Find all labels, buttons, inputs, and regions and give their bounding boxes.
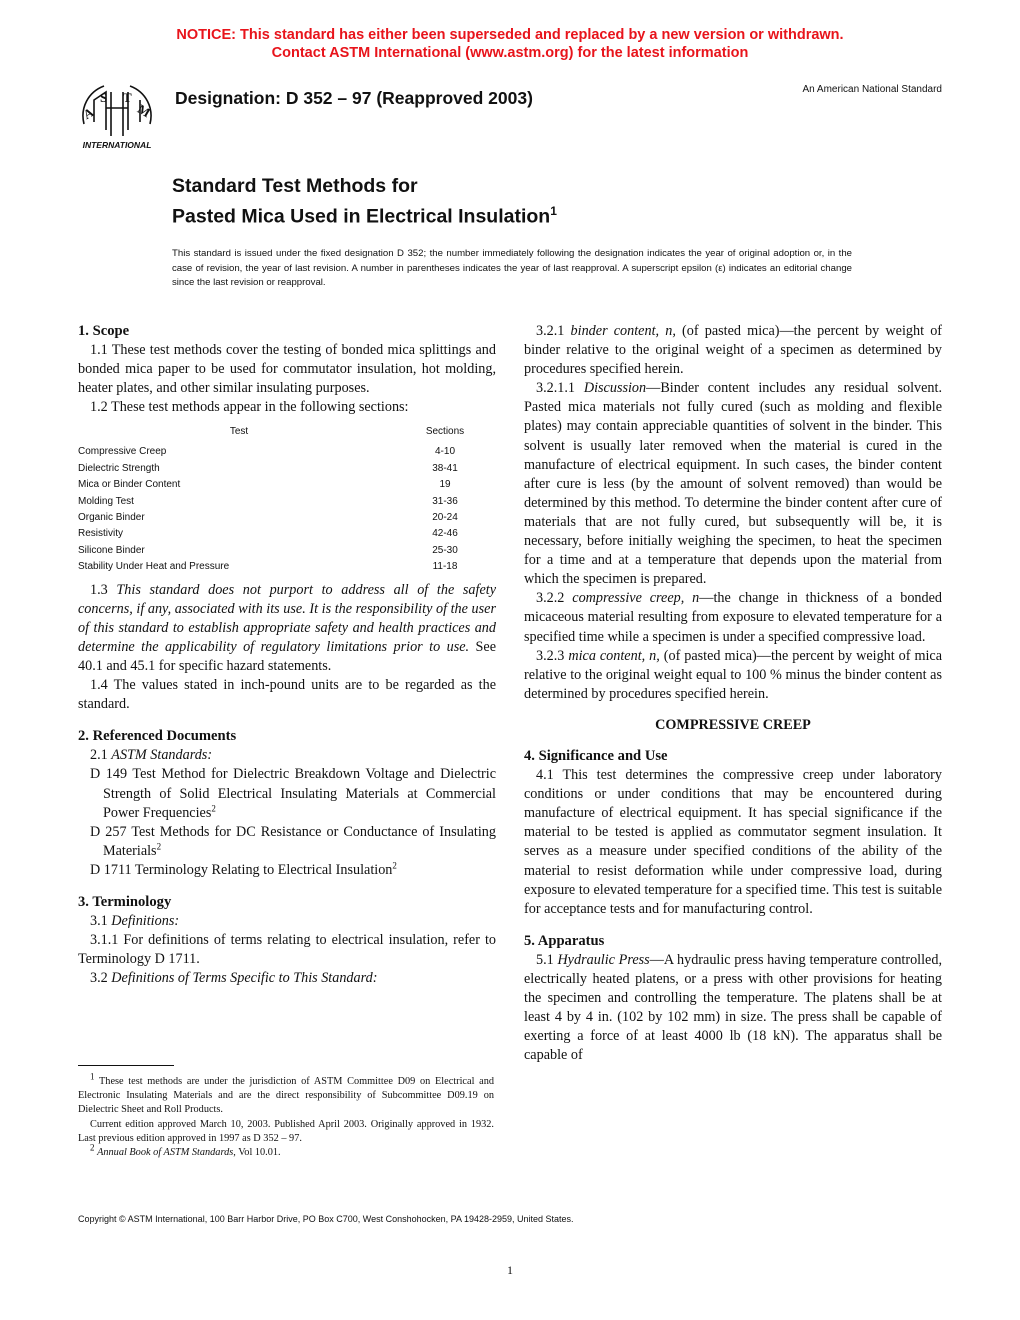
footnote-2: $^2$ Annual Book of ASTM Standards, Vol 10.01. — [90, 1142, 281, 1159]
paragraph-1-2: 1.2 These test methods appear in the following sections: — [90, 399, 409, 416]
paragraph-3-1: 3.1 Definitions: — [90, 913, 180, 930]
paragraph-1-1: 1.1 These test methods cover the testing of bonded mica splittings and bonded mica paper to be used for commutator insulation, hot molding, heater plates, and other similar insulating purposes. — [78, 342, 496, 397]
title-line-1: Standard Test Methods for — [172, 175, 418, 197]
paragraph-3-2: 3.2 Definitions of Terms Specific to This Standard: — [90, 970, 378, 987]
footnote-1: $^1$ These test methods are under the jurisdiction of ASTM Committee D09 on Electrical and Electronic Insulating Materials and are the direct responsibility of Subcommittee D09.19 on Dielectric Sheet and Roll Products. — [78, 1071, 494, 1116]
american-national-standard-label: An American National Standard — [802, 84, 942, 95]
reference-d149: D 149 Test Method for Dielectric Breakdown Voltage and Dielectric Strength of Solid Electrical Insulating Materials at Commercial Power Frequencies$^2$ — [90, 766, 496, 821]
withdrawal-notice — [0, 26, 1020, 62]
notice-line-2: Contact ASTM International (www.astm.org) for the latest information — [271, 45, 749, 61]
table-row: Organic Binder 20-24 — [78, 511, 458, 523]
table-row: Mica or Binder Content 19 — [78, 479, 451, 491]
paragraph-3-1-1: 3.1.1 For definitions of terms relating to electrical insulation, refer to Terminology D 1711. — [78, 932, 496, 968]
table-row: Silicone Binder 25-30 — [78, 544, 458, 556]
section-heading-scope: 1. Scope — [78, 323, 130, 339]
notice-line-1: NOTICE: This standard has either been superseded and replaced by a new version or withdrawn. — [176, 27, 844, 43]
table-header-sections: Sections — [425, 426, 465, 438]
footnote-1-edition: Current edition approved March 10, 2003. Published April 2003. Originally approved in 1932. Last previous edition approved in 1997 as D 352 – 97. — [78, 1118, 494, 1144]
paragraph-3-2-2: 3.2.2 compressive creep, n—the change in thickness of a bonded micaceous material resulting from exposure to elevated temperature for a specified time while a specimen is under a specified compressive load. — [524, 590, 942, 645]
paragraph-1-4: 1.4 The values stated in inch-pound units are to be regarded as the standard. — [78, 677, 496, 713]
left-column — [78, 322, 496, 988]
footnote-rule — [78, 1065, 174, 1066]
section-heading-terminology: 3. Terminology — [78, 893, 172, 910]
logo-international-text: INTERNATIONAL — [82, 140, 152, 150]
sections-table — [78, 420, 490, 575]
logo-letter: M — [135, 101, 154, 121]
paragraph-4-1: 4.1 This test determines the compressive creep under laboratory conditions or under conditions that may be encountered during manufacture of electrical equipment. It has special significance if the material to be tested is applied as commutator segment insulation. It serves as a measure under specified conditions of the ability of the material to resist deformation while under compressive load, during exposure to elevated temperature for a specified time. This test is suitable for acceptance tests and for manufacturing control. — [524, 767, 942, 917]
footnotes — [78, 1071, 494, 1160]
table-row: Dielectric Strength 38-41 — [78, 462, 458, 474]
issuance-statement: This standard is issued under the fixed designation D 352; the number immediately following the designation indicates the year of original adoption or, in the case of revision, the year of last revision. A number in parentheses indicates the year of last reapproval. A superscript epsilon (ε) indicates an editorial change since the last revision or reapproval. — [172, 248, 852, 289]
paragraph-2-1: 2.1 ASTM Standards: — [90, 747, 213, 764]
right-column — [524, 322, 942, 1065]
reference-d1711: D 1711 Terminology Relating to Electrical Insulation$^2$ — [90, 860, 397, 878]
paragraph-5-1: 5.1 Hydraulic Press—A hydraulic press having temperature controlled, electrically heated platens, or a press with other provisions for heating the specimen and controlling the temperature. The platens shall be at least 4 by 4 in. (102 by 102 mm) in size. The press shall be capable of exerting a force of at least 4000 lb (18 kN). The apparatus shall be capable of — [524, 951, 942, 1064]
table-row: Stability Under Heat and Pressure 11-18 — [78, 561, 458, 573]
paragraph-3-2-1: 3.2.1 binder content, n, (of pasted mica)—the percent by weight of binder relative to the original weight of a specimen as determined by procedures specified herein. — [524, 323, 943, 378]
table-row: Compressive Creep 4-10 — [78, 446, 455, 458]
astm-logo — [74, 78, 160, 150]
logo-letter: T — [123, 90, 132, 105]
logo-letter: S — [100, 90, 108, 105]
table-header-test: Test — [229, 426, 249, 438]
designation: Designation: D 352 – 97 (Reapproved 2003) — [175, 88, 533, 108]
section-heading-significance: 4. Significance and Use — [524, 747, 668, 764]
title-footnote-ref: 1 — [550, 204, 557, 218]
title-line-2: Pasted Mica Used in Electrical Insulation$^1$ — [172, 204, 557, 228]
section-heading-apparatus: 5. Apparatus — [524, 932, 605, 949]
reference-d257: D 257 Test Methods for DC Resistance or Conductance of Insulating Materials$^2$ — [90, 823, 496, 859]
paragraph-3-2-1-1: 3.2.1.1 Discussion—Binder content includes any residual solvent. Pasted mica materials not fully cured (such as molding and flexible plates) may contain appreciable quantities of solvent in the binder. This solvent is usually later removed when the material is cured in the manufacture of electrical equipment. In such cases, the binder content after cure is less (by the amount of solvent removed) than would be determined by this method. To determine the binder content after cure of materials that are not fully cured, but subsequently will be, it is necessary, before initially weighing the specimen, to heat the specimen for a time and at a temperature that depends upon the material from which the specimen is prepared. — [524, 380, 942, 588]
document-title — [172, 174, 557, 230]
copyright-line: Copyright © ASTM International, 100 Barr Harbor Drive, PO Box C700, West Conshohocken, PA 19428-2959, United States. — [78, 1214, 574, 1224]
table-row: Resistivity 42-46 — [78, 528, 458, 540]
table-row: Molding Test 31-36 — [78, 495, 458, 507]
section-heading-referenced-documents: 2. Referenced Documents — [78, 728, 237, 745]
logo-letter: A — [80, 104, 97, 123]
paragraph-3-2-3: 3.2.3 mica content, n, (of pasted mica)—the percent by weight of mica relative to the original weight equal to 100 % minus the binder content as determined by procedures specified herein. — [524, 647, 943, 702]
part-heading-compressive-creep: COMPRESSIVE CREEP — [655, 716, 811, 733]
page-number: 1 — [507, 1263, 513, 1277]
paragraph-1-3: 1.3 This standard does not purport to address all of the safety concerns, if any, associated with its use. It is the responsibility of the user of this standard to establish appropriate safety and health practices and determine the applicability of regulatory limitations prior to use. See 40.1 and 45.1 for specific hazard statements. — [78, 581, 497, 674]
